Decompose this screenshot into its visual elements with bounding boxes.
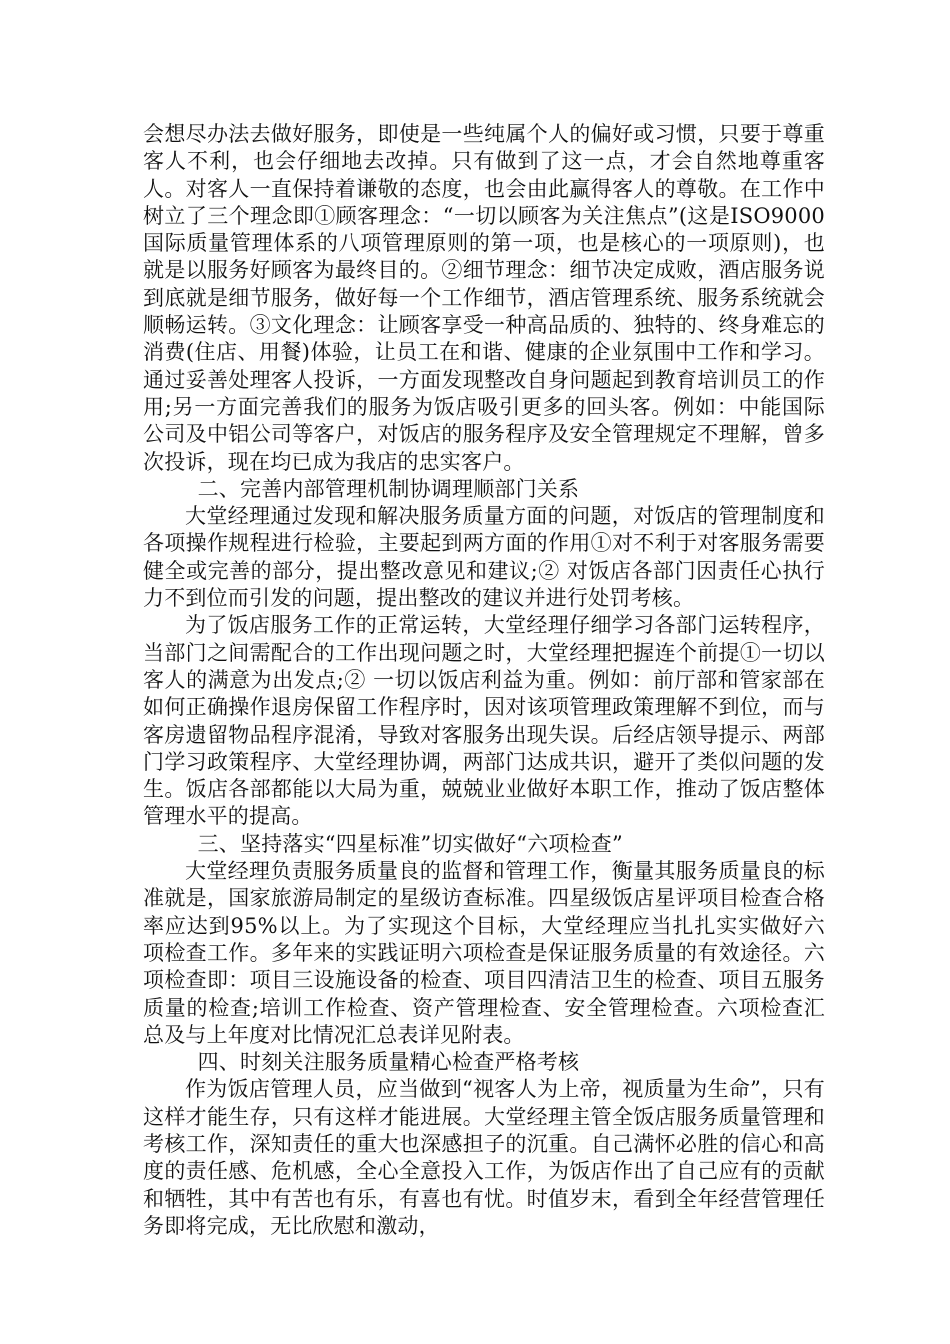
section-heading-4: 四、时刻关注服务质量精心检查严格考核 xyxy=(197,1050,580,1075)
paragraph: 作为饭店管理人员，应当做到“视客人为上帝，视质量为生命”，只有这样才能生存，只有这样才能进展。大堂经理主管全饭店服务质量管理和考核工作，深知责任的重大也深感担子的沉重。自己满怀必胜的信心和高度的责任感、危机感，全心全意投入工作，为饭店作出了自己应有的贡献和牺牲，其中有苦也有乐，有喜也有忧。时值岁末，看到全年经营管理任务即将完成，无比欣慰和激动， xyxy=(143,1077,825,1238)
paragraph: 大堂经理通过发现和解决服务质量方面的问题，对饭店的管理制度和各项操作规程进行检验，主要起到两方面的作用①对不利于对客服务需要健全或完善的部分，提出整改意见和建议;② 对饭店各部门因责任心执行力不到位而引发的问题，提出整改的建议并进行处罚考核。 xyxy=(143,504,825,611)
paragraph: 为了饭店服务工作的正常运转，大堂经理仔细学习各部门运转程序，当部门之间需配合的工作出现问题之时，大堂经理把握连个前提①一切以客人的满意为出发点;② 一切以饭店利益为重。例如：前厅部和管家部在如何正确操作退房保留工作程序时，因对该项管理政策理解不到位，而与客房遗留物品程序混淆，导致对客服务出现失误。后经店领导提示、两部门学习政策程序、大堂经理协调，两部门达成共识，避开了类似问题的发生。饭店各部都能以大局为重，兢兢业业做好本职工作，推动了饭店整体管理水平的提高。 xyxy=(143,613,825,829)
section-heading-2: 二、完善内部管理机制协调理顺部门关系 xyxy=(197,476,580,501)
paragraph: 大堂经理负责服务质量良的监督和管理工作，衡量其服务质量良的标准就是，国家旅游局制定的星级访查标准。四星级饭店星评项目检查合格率应达到95%以上。为了实现这个目标，大堂经理应当扎扎实实做好六项检查工作。多年来的实践证明六项检查是保证服务质量的有效途径。六项检查即：项目三设施设备的检查、项目四清洁卫生的检查、项目五服务质量的检查;培训工作检查、资产管理检查、安全管理检查。六项检查汇总及与上年度对比情况汇总表详见附表。 xyxy=(143,859,825,1047)
document-body xyxy=(143,121,825,1240)
section-heading-3: 三、坚持落实“四星标准”切实做好“六项检查” xyxy=(197,831,623,856)
paragraph-continued: 会想尽办法去做好服务，即使是一些纯属个人的偏好或习惯，只要于尊重客人不利，也会仔细地去改掉。只有做到了这一点，才会自然地尊重客人。对客人一直保持着谦敬的态度，也会由此赢得客人的尊敬。在工作中树立了三个理念即①顾客理念：“一切以顾客为关注焦点”(这是ISO9000国际质量管理体系的八项管理原则的第一项，也是核心的一项原则)，也就是以服务好顾客为最终目的。②细节理念：细节决定成败，酒店服务说到底就是细节服务，做好每一个工作细节，酒店管理系统、服务系统就会顺畅运转。③文化理念：让顾客享受一种高品质的、独特的、终身难忘的消费(住店、用餐)体验，让员工在和谐、健康的企业氛围中工作和学习。通过妥善处理客人投诉，一方面发现整改自身问题起到教育培训员工的作用;另一方面完善我们的服务为饭店吸引更多的回头客。例如：中能国际公司及中铝公司等客户，对饭店的服务程序及安全管理规定不理解，曾多次投诉，现在均已成为我店的忠实客户。 xyxy=(143,122,825,474)
